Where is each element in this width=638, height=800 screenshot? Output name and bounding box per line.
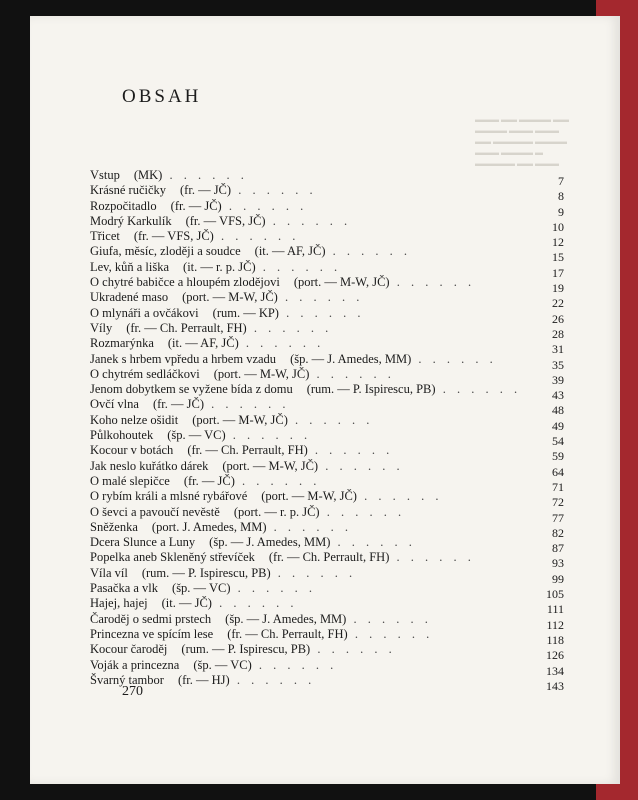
leader-dots: . . . . . . — [265, 213, 352, 228]
leader-dots: . . . . . . — [389, 550, 475, 565]
toc-entry-page: 31 — [552, 342, 564, 357]
toc-entry-page: 15 — [552, 250, 564, 265]
leader-dots: . . . . . . — [277, 290, 364, 305]
leader-dots: . . . . . . — [389, 275, 476, 290]
toc-entry-title: Rozpočitadlo — [90, 198, 157, 213]
toc-entry-title: Třicet — [90, 229, 120, 244]
toc-entry-credit: (fr. — HJ) — [177, 672, 230, 687]
toc-entry-page: 26 — [552, 311, 564, 326]
toc-entry-page: 48 — [552, 403, 564, 418]
toc-entry — [90, 504, 564, 525]
toc-entry — [90, 581, 564, 602]
toc-entry — [90, 290, 564, 311]
toc-entry-credit: (it. — AF, JČ) — [254, 244, 326, 259]
toc-entry-title: Půlkohoutek — [90, 428, 154, 443]
leader-dots: . . . . . . — [229, 672, 316, 687]
leader-dots: . . . . . . — [211, 596, 298, 611]
leader-dots: . . . . . . — [238, 336, 325, 351]
show-through-text: ▬▬▬ ▬▬ ▬▬▬▬ ▬▬ ▬▬▬▬ ▬▬▬ ▬▬▬ ▬▬ ▬▬▬▬▬ ▬▬▬▬ ▬▬▬ ▬▬▬▬ ▬ ▬▬▬▬▬ ▬▬ ▬▬▬ — [475, 115, 569, 168]
toc-entry — [90, 382, 564, 403]
toc-entry-page: 118 — [546, 632, 564, 647]
toc-entry-credit: (fr. — Ch. Perrault, FH) — [187, 443, 308, 458]
toc-entry — [90, 412, 564, 433]
toc-entry-credit: (port. — M-W, JČ) — [261, 489, 357, 504]
toc-entry-page: 10 — [552, 219, 564, 234]
leader-dots: . . . . . . — [435, 382, 522, 397]
leader-dots: . . . . . . — [221, 198, 308, 213]
toc-entry-credit: (šp. — J. Amedes, MM) — [290, 351, 412, 366]
toc-entry-page: 17 — [552, 265, 564, 280]
toc-entry — [90, 397, 564, 418]
leader-dots: . . . . . . — [411, 351, 497, 366]
toc-entry-page: 39 — [552, 372, 564, 387]
toc-entry-credit: (fr. — JČ) — [152, 397, 204, 412]
toc-entry-page: 134 — [546, 663, 564, 678]
toc-entry — [90, 366, 564, 387]
leader-dots: . . . . . . — [162, 168, 248, 182]
toc-entry-page: 12 — [552, 235, 564, 250]
leader-dots: . . . . . . — [251, 657, 338, 672]
toc-entry — [90, 198, 564, 219]
toc-entry-page: 7 — [558, 174, 564, 188]
toc-entry-credit: (šp. — J. Amedes, MM) — [209, 535, 331, 550]
toc-entry-credit: (it. — AF, JČ) — [167, 336, 239, 351]
toc-entry-page: 105 — [546, 587, 564, 602]
toc-entry-title: Švarný tambor — [90, 672, 164, 687]
toc-entry — [90, 213, 564, 234]
leader-dots: . . . . . . — [310, 642, 396, 657]
toc-entry-page: 99 — [552, 571, 564, 586]
toc-entry — [90, 657, 564, 678]
toc-entry-page: 72 — [552, 495, 564, 510]
leader-dots: . . . . . . — [234, 473, 321, 488]
toc-entry-credit: (rum. — P. Ispirescu, PB) — [181, 642, 311, 657]
leader-dots: . . . . . . — [204, 397, 290, 412]
leader-dots: . . . . . . — [230, 581, 316, 596]
toc-entry-credit: (fr. — JČ) — [170, 198, 222, 213]
leader-dots: . . . . . . — [266, 519, 352, 534]
toc-entry-page: 112 — [546, 617, 564, 632]
toc-entry-page: 43 — [552, 388, 564, 403]
toc-entry-credit: (port. — M-W, JČ) — [213, 366, 310, 381]
toc-entry-page: 59 — [552, 449, 564, 464]
toc-entry-credit: (fr. — Ch. Perrault, FH) — [268, 550, 390, 565]
toc-entry-credit: (šp. — VC) — [167, 428, 226, 443]
toc-entry — [90, 458, 564, 479]
toc-entry-credit: (fr. — JČ) — [180, 183, 232, 198]
toc-entry-page: 54 — [552, 434, 564, 449]
toc-entry-page: 126 — [546, 648, 564, 663]
toc-entry-credit: (fr. — VFS, JČ) — [185, 213, 266, 228]
page-number: 270 — [122, 684, 143, 699]
toc-entry-page: 82 — [552, 525, 564, 540]
toc-entry — [90, 626, 564, 647]
toc-entry-page: 19 — [552, 281, 564, 296]
toc-entry-credit: (port. J. Amedes, MM) — [151, 519, 267, 534]
toc-entry-credit: (šp. — J. Amedes, MM) — [225, 611, 347, 626]
toc-entry-credit: (šp. — VC) — [172, 581, 231, 596]
toc-entry-credit: (it. — JČ) — [161, 596, 212, 611]
toc-entry-credit: (fr. — VFS, JČ) — [133, 229, 214, 244]
toc-entry — [90, 489, 564, 510]
page-title: OBSAH — [122, 86, 202, 107]
toc-entry-title: O ševci a pavoučí nevěstě — [90, 504, 220, 519]
toc-entry-title: Víla víl — [90, 565, 128, 580]
leader-dots: . . . . . . — [356, 489, 443, 504]
toc-entry — [90, 443, 564, 464]
toc-entry-page: 64 — [552, 464, 564, 479]
toc-entry — [90, 168, 564, 188]
toc-entry-title: Princezna ve spícím lese — [90, 626, 214, 641]
toc-entry-credit: (fr. — JČ) — [183, 473, 235, 488]
toc-entry-credit: (rum. — KP) — [212, 305, 279, 320]
leader-dots: . . . . . . — [330, 535, 416, 550]
leader-dots: . . . . . . — [225, 428, 312, 443]
toc-entry — [90, 275, 564, 296]
toc-entry-credit: (port. — r. p. JČ) — [233, 504, 320, 519]
toc-entry-credit: (rum. — P. Ispirescu, PB) — [306, 382, 436, 397]
toc-entry-title: Jak neslo kuřátko dárek — [90, 458, 209, 473]
toc-entry-title: Voják a princezna — [90, 657, 180, 672]
toc-entry-page: 111 — [546, 602, 564, 617]
toc-entry-page: 49 — [552, 418, 564, 433]
leader-dots: . . . . . . — [347, 626, 434, 641]
toc-entry-credit: (fr. — Ch. Perrault, FH) — [227, 626, 348, 641]
leader-dots: . . . . . . — [287, 412, 374, 427]
toc-entry — [90, 244, 564, 265]
toc-entry-title: Víly — [90, 320, 113, 335]
toc-entry-page: 9 — [558, 204, 564, 219]
toc-entry-title: Popelka aneb Skleněný střevíček — [90, 550, 255, 565]
toc-entry-credit: (šp. — VC) — [193, 657, 252, 672]
leader-dots: . . . . . . — [318, 458, 404, 473]
toc-entry-title: Pasačka a vlk — [90, 581, 159, 596]
toc-entry — [90, 183, 564, 204]
toc-entry — [90, 611, 564, 632]
toc-entry — [90, 596, 564, 617]
toc-entry-page: 87 — [552, 541, 564, 556]
toc-entry-credit: (rum. — P. Ispirescu, PB) — [141, 565, 271, 580]
toc-entry-credit: (port. — M-W, JČ) — [222, 458, 319, 473]
toc-entry-title: Dcera Slunce a Luny — [90, 535, 196, 550]
toc-entry-page: 28 — [552, 326, 564, 341]
toc-entry-credit: (fr. — Ch. Perrault, FH) — [126, 320, 247, 335]
toc-entry-title: Modrý Karkulík — [90, 213, 172, 228]
toc-entry-credit: (port. — M-W, JČ) — [192, 412, 288, 427]
toc-entry-page: 22 — [552, 296, 564, 311]
toc-entry-title: Krásné ručičky — [90, 183, 167, 198]
toc-entry-page: 77 — [552, 510, 564, 525]
toc-entry-credit: (it. — r. p. JČ) — [183, 259, 256, 274]
toc-entry — [90, 305, 564, 326]
toc-entry-page: 143 — [546, 678, 564, 693]
toc-entry-page: 8 — [558, 189, 564, 204]
toc-entry-title: Kocour v botách — [90, 443, 174, 458]
toc-entry-title: Čaroděj o sedmi prstech — [90, 611, 212, 626]
toc-entry — [90, 336, 564, 357]
toc-entry — [90, 229, 564, 250]
toc-entry — [90, 473, 564, 494]
toc-entry-title: Ukradené maso — [90, 290, 169, 305]
toc-entry-page: 93 — [552, 556, 564, 571]
toc-entry-title: Sněženka — [90, 519, 138, 534]
toc-entry-title: Rozmarýnka — [90, 336, 154, 351]
toc-entry-title: Ovčí vlna — [90, 397, 139, 412]
toc-entry-title: Lev, kůň a liška — [90, 259, 170, 274]
toc-entry — [90, 565, 564, 586]
toc-entry-title: O chytrém sedláčkovi — [90, 366, 200, 381]
leader-dots: . . . . . . — [213, 229, 300, 244]
toc-entry-page: 71 — [552, 479, 564, 494]
leader-dots: . . . . . . — [231, 183, 317, 198]
toc-entry — [90, 550, 564, 571]
leader-dots: . . . . . . — [255, 259, 342, 274]
toc-entry — [90, 351, 564, 372]
toc-entry-title: Koho nelze ošidit — [90, 412, 179, 427]
toc-entry-title: Kocour čaroděj — [90, 642, 168, 657]
toc-entry-title: Hajej, hajej — [90, 596, 148, 611]
toc-entry — [90, 535, 564, 556]
leader-dots: . . . . . . — [307, 443, 394, 458]
leader-dots: . . . . . . — [325, 244, 412, 259]
toc-entry-page: 35 — [552, 357, 564, 372]
toc-entry — [90, 642, 564, 663]
toc-entry — [90, 320, 564, 341]
toc-entry-credit: (port. — M-W, JČ) — [293, 275, 390, 290]
toc-entry-title: O chytré babičce a hloupém zlodějovi — [90, 275, 280, 290]
toc-entry-title: O malé slepičce — [90, 473, 170, 488]
leader-dots: . . . . . . — [309, 366, 395, 381]
toc-entry-title: O rybím králi a mlsné rybářové — [90, 489, 248, 504]
toc-entry — [90, 519, 564, 540]
toc-entry-title: Jenom dobytkem se vyžene bída z domu — [90, 382, 293, 397]
toc-entry — [90, 259, 564, 280]
toc-entry — [90, 428, 564, 449]
leader-dots: . . . . . . — [346, 611, 432, 626]
toc-entry-title: Janek s hrbem vpředu a hrbem vzadu — [90, 351, 277, 366]
leader-dots: . . . . . . — [270, 565, 357, 580]
toc-entry-title: Vstup — [90, 168, 120, 182]
leader-dots: . . . . . . — [278, 305, 365, 320]
toc-entry-title: Giufa, měsíc, zloději a soudce — [90, 244, 241, 259]
leader-dots: . . . . . . — [246, 320, 333, 335]
leader-dots: . . . . . . — [319, 504, 406, 519]
toc-entry-title: O mlynáři a ovčákovi — [90, 305, 199, 320]
toc-entry-credit: (port. — M-W, JČ) — [182, 290, 278, 305]
toc-entry-credit: (MK) — [133, 168, 163, 182]
